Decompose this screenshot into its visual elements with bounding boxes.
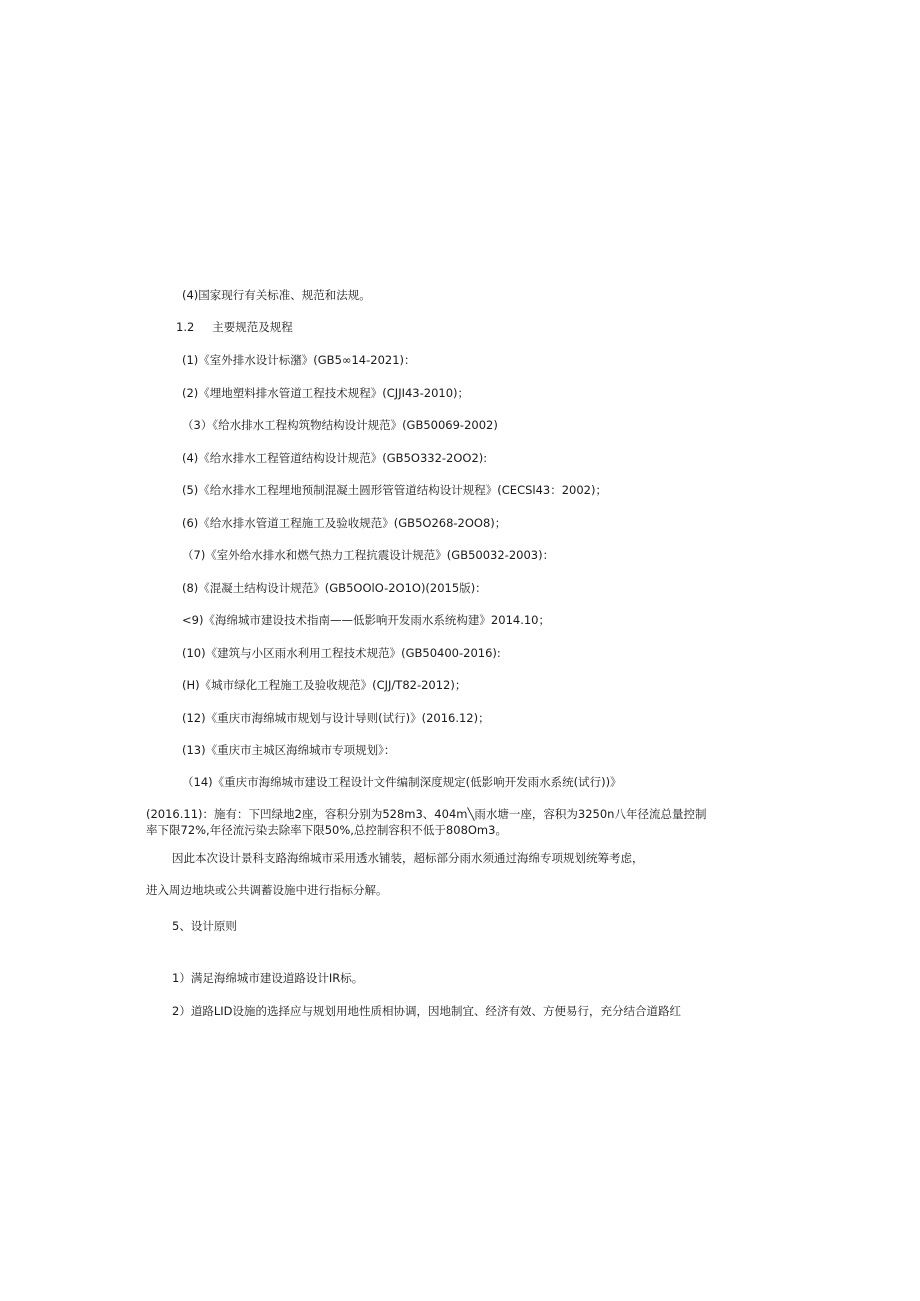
norm-item: (13)《重庆市主城区海绵城市专项规划》： <box>182 743 396 757</box>
continuation-line: 率下限72%,年径流污染去除率下限50%,总控制容积不低于808Om3。 <box>146 823 507 837</box>
norm-item: <9)《海绵城市建设技术指南——低影响开发雨水系统构建》2014.10； <box>182 613 550 627</box>
norm-item: (5)《给水排水工程埋地预制混凝土圆形管管道结构设计规程》(CECSl43：2002)； <box>182 483 607 497</box>
conclusion-line: 进入周边地块或公共调蓄设施中进行指标分解。 <box>146 883 388 897</box>
section-number: 1.2 <box>176 320 195 334</box>
principle-item: 1）满足海绵城市建设道路设计IR标。 <box>172 971 364 985</box>
norm-item: （14)《重庆市海绵城市建设工程设计文件编制深度规定(低影响开发雨水系统(试行))》 <box>182 775 622 789</box>
norm-item: (2)《埋地塑料排水管道工程技术规程》(CJJI43-2010)； <box>182 386 470 400</box>
conclusion-line: 因此本次设计景科支路海绵城市采用透水铺装，超标部分雨水须通过海绵专项规划统筹考虑， <box>172 851 644 865</box>
principle-item: 2）道路LID设施的选择应与规划用地性质相协调，因地制宜、经济有效、方便易行，充分结合道路红 <box>172 1004 681 1018</box>
norm-item: (4)《给水排水工程管道结构设计规范》(GB5O332-2OO2): <box>182 451 488 465</box>
norm-item: (H)《城市绿化工程施工及验收规范》(CJJ/T82-2012)； <box>182 678 467 692</box>
norm-item: (6)《给水排水管道工程施工及验收规范》(GB5O268-2OO8)； <box>182 516 507 530</box>
section-heading-1-2 <box>176 319 293 335</box>
section-title: 主要规范及规程 <box>212 320 293 334</box>
norm-item: (10)《建筑与小区雨水利用工程技术规范》(GB50400-2016): <box>182 646 501 660</box>
norm-item: （3）《给水排水工程构筑物结构设计规范》(GB50069-2002) <box>182 418 498 432</box>
continuation-line: (2016.11)：施有：下凹绿地2座，容积分别为528m3、404m╲雨水塘一座，容积为3250n八年径流总量控制 <box>146 807 707 821</box>
norm-item: (1)《室外排水设计标潴》(GB5∞14-2021)： <box>182 353 416 367</box>
norm-item: （7)《室外给水排水和燃气热力工程抗震设计规范》(GB50032-2003)： <box>182 548 555 562</box>
section-heading-5: 5、设计原则 <box>172 919 237 933</box>
intro-item: (4)国家现行有关标准、规范和法规。 <box>182 288 371 302</box>
norm-item: (12)《重庆市海绵城市规划与设计导则(试行)》(2016.12)； <box>182 711 490 725</box>
norm-item: (8)《混凝土结构设计规范》(GB5OOlO-2O1O)(2015版)： <box>182 581 487 595</box>
